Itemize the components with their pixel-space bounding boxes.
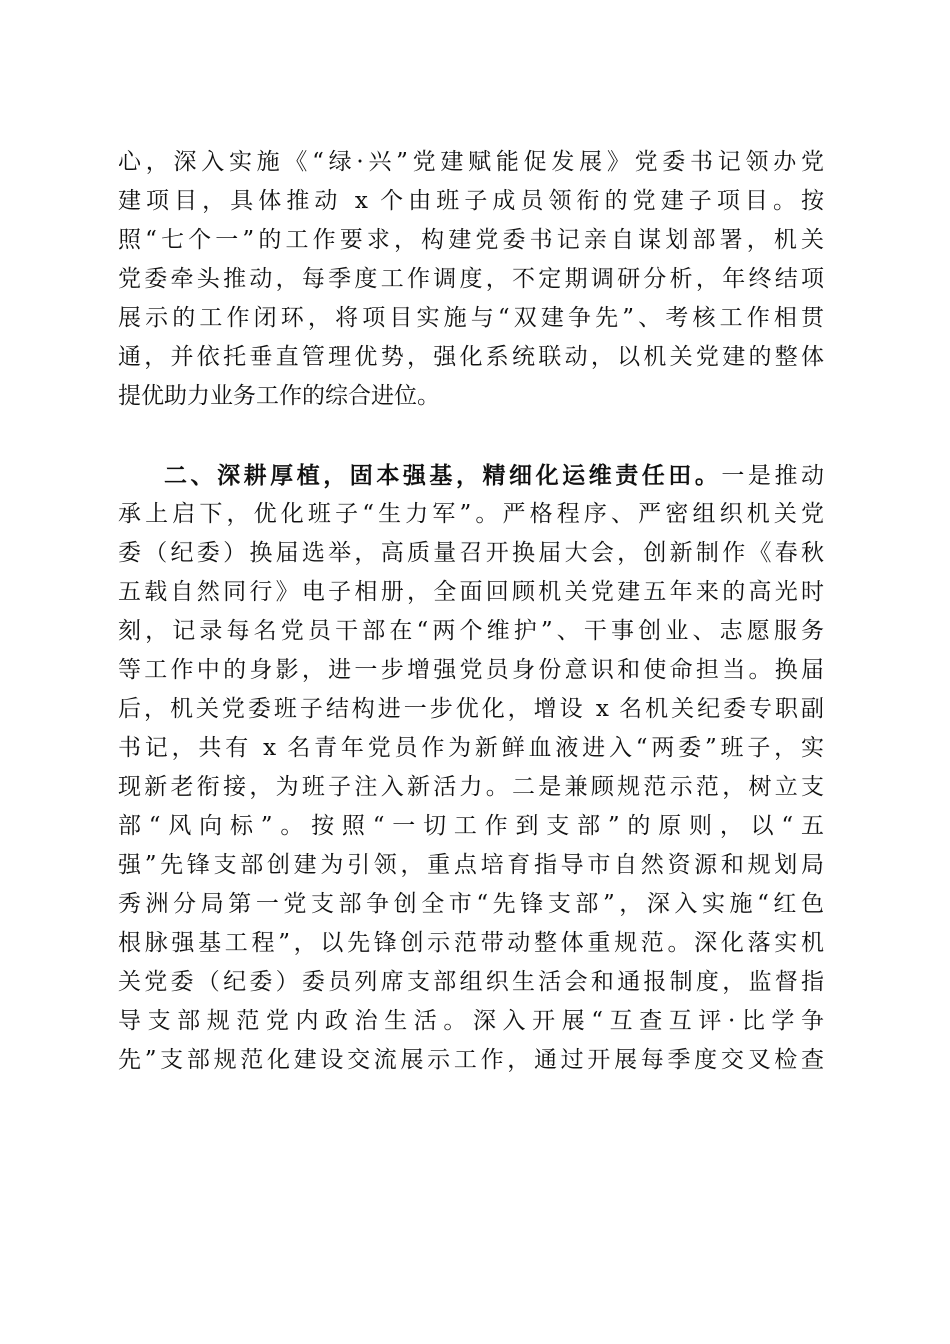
section-heading: 二、深耕厚植，固本强基，精细化运维责任田。 (164, 462, 722, 489)
text-line: 通，并依托垂直管理优势，强化系统联动，以机关党建的整体 (118, 344, 824, 370)
text-line: 五载自然同行》电子相册，全面回顾机关党建五年来的高光时 (118, 579, 824, 605)
text-line: 心，深入实施《“绿·兴”党建赋能促发展》党委书记领办党 (118, 149, 824, 175)
section-heading-line (118, 456, 824, 495)
text-line: 承上启下，优化班子“生力军”。严格程序、严密组织机关党 (118, 501, 824, 527)
text-line: 书记，共有 x 名青年党员作为新鲜血液进入“两委”班子，实 (118, 735, 824, 761)
text-line: 提优助力业务工作的综合进位。 (118, 383, 440, 409)
text-line: 等工作中的身影，进一步增强党员身份意识和使命担当。换届 (118, 657, 824, 683)
text-line: 强”先锋支部创建为引领，重点培育指导市自然资源和规划局 (118, 852, 824, 878)
text-line: 关党委（纪委）委员列席支部组织生活会和通报制度，监督指 (118, 969, 824, 995)
paragraph-section-two (118, 456, 824, 1080)
text-line: 照“七个一”的工作要求，构建党委书记亲自谋划部署，机关 (118, 227, 824, 253)
text-line: 根脉强基工程”，以先锋创示范带动整体重规范。深化落实机 (118, 930, 824, 956)
text-line: 先”支部规范化建设交流展示工作，通过开展每季度交叉检查 (118, 1047, 824, 1073)
text-line: 党委牵头推动，每季度工作调度，不定期调研分析，年终结项 (118, 266, 824, 292)
text-line: 现新老衔接，为班子注入新活力。二是兼顾规范示范，树立支 (118, 774, 824, 800)
paragraph-party-building-project (118, 143, 824, 416)
text-line: 委（纪委）换届选举，高质量召开换届大会，创新制作《春秋 (118, 540, 824, 566)
text-line: 导支部规范党内政治生活。深入开展“互查互评·比学争 (118, 1008, 824, 1034)
text-line: 部“风向标”。按照“一切工作到支部”的原则，以“五 (118, 813, 824, 839)
text-line: 建项目，具体推动 x 个由班子成员领衔的党建子项目。按 (118, 188, 824, 214)
text-line: 展示的工作闭环，将项目实施与“双建争先”、考核工作相贯 (118, 305, 824, 331)
text-line: 秀洲分局第一党支部争创全市“先锋支部”，深入实施“红色 (118, 891, 824, 917)
text-line: 后，机关党委班子结构进一步优化，增设 x 名机关纪委专职副 (118, 696, 824, 722)
text-line: 刻，记录每名党员干部在“两个维护”、干事创业、志愿服务 (118, 618, 824, 644)
heading-line-rest: 一是推动 (721, 463, 825, 489)
